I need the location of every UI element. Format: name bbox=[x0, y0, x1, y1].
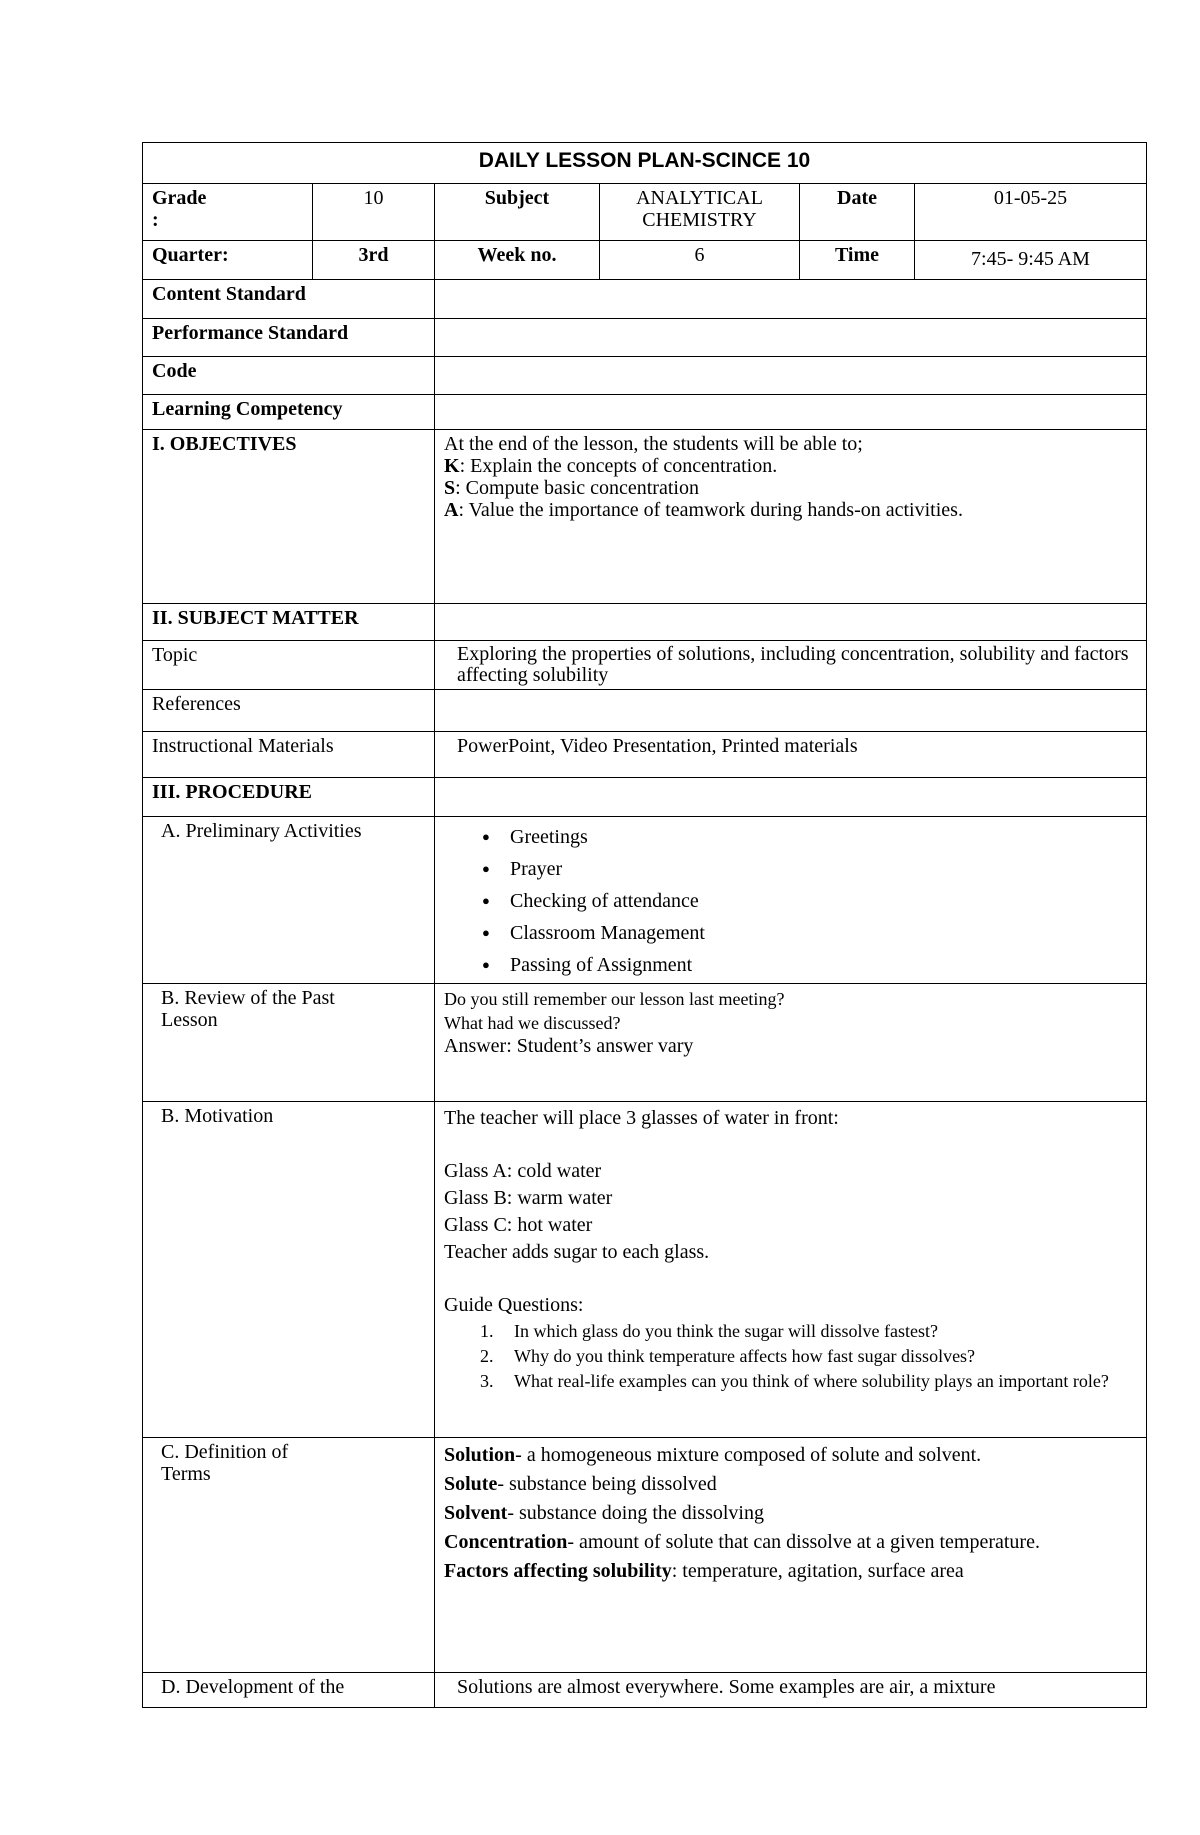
preliminary-item: ● Classroom Management bbox=[444, 917, 1137, 949]
objectives-content bbox=[435, 430, 1147, 604]
subject-matter-value bbox=[435, 604, 1147, 641]
review-question-2: What had we discussed? bbox=[444, 1013, 621, 1033]
date-value: 01-05-25 bbox=[915, 184, 1147, 241]
references-value bbox=[435, 690, 1147, 732]
week-value: 6 bbox=[600, 241, 800, 280]
review-content bbox=[435, 984, 1147, 1102]
procedure-value bbox=[435, 778, 1147, 817]
guide-questions-list bbox=[444, 1319, 1137, 1394]
lesson-plan-table bbox=[142, 142, 1147, 1708]
definition-term: Solvent bbox=[444, 1502, 508, 1524]
definition-term: Concentration bbox=[444, 1531, 568, 1553]
development-content: Solutions are almost everywhere. Some examples are air, a mixture bbox=[435, 1673, 1147, 1708]
definition-term: Solute bbox=[444, 1473, 498, 1495]
glass-a: Glass A: cold water bbox=[444, 1160, 602, 1182]
guide-question bbox=[444, 1369, 1137, 1394]
document-title: DAILY LESSON PLAN-SCINCE 10 bbox=[143, 143, 1147, 184]
code-label: Code bbox=[143, 357, 435, 395]
definition-text: : temperature, agitation, surface area bbox=[671, 1560, 964, 1582]
time-value: 7:45- 9:45 AM bbox=[915, 241, 1147, 280]
preliminary-item: ● Passing of Assignment bbox=[444, 949, 1137, 981]
review-answer: Answer: Student’s answer vary bbox=[444, 1035, 694, 1057]
topic-value: Exploring the properties of solutions, including concentration, solubility and factors affecting solubility bbox=[435, 641, 1147, 690]
guide-question-text: Why do you think temperature affects how fast sugar dissolves? bbox=[514, 1346, 976, 1366]
motivation-content bbox=[435, 1102, 1147, 1438]
definition-label: C. Definition of Terms bbox=[143, 1438, 435, 1673]
guide-question bbox=[444, 1319, 1137, 1344]
motivation-label: B. Motivation bbox=[143, 1102, 435, 1438]
objectives-label: I. OBJECTIVES bbox=[143, 430, 435, 604]
glass-c: Glass C: hot water bbox=[444, 1214, 593, 1236]
performance-standard-value bbox=[435, 319, 1147, 357]
guide-question-number: 2. bbox=[480, 1346, 494, 1366]
subject-matter-label: II. SUBJECT MATTER bbox=[143, 604, 435, 641]
development-label: D. Development of the bbox=[143, 1673, 435, 1708]
objective-attitude: A: Value the importance of teamwork during hands-on activities. bbox=[444, 499, 963, 521]
subject-label: Subject bbox=[435, 184, 600, 241]
procedure-label: III. PROCEDURE bbox=[143, 778, 435, 817]
subject-value: ANALYTICAL CHEMISTRY bbox=[600, 184, 800, 241]
definition-item bbox=[444, 1441, 1137, 1470]
definition-item bbox=[444, 1470, 1137, 1499]
content-standard-label: Content Standard bbox=[143, 280, 435, 319]
quarter-value: 3rd bbox=[313, 241, 435, 280]
definition-text: - amount of solute that can dissolve at a given temperature. bbox=[567, 1531, 1040, 1553]
grade-label: Grade : bbox=[143, 184, 313, 241]
definition-item bbox=[444, 1528, 1137, 1557]
topic-label: Topic bbox=[143, 641, 435, 690]
date-label: Date bbox=[800, 184, 915, 241]
definition-text: - a homogeneous mixture composed of solute and solvent. bbox=[515, 1444, 982, 1466]
objectives-intro: At the end of the lesson, the students will be able to; bbox=[444, 433, 863, 455]
learning-competency-label: Learning Competency bbox=[143, 395, 435, 430]
materials-value: PowerPoint, Video Presentation, Printed materials bbox=[435, 732, 1147, 778]
materials-label: Instructional Materials bbox=[143, 732, 435, 778]
definition-item bbox=[444, 1557, 1137, 1586]
definition-text: - substance being dissolved bbox=[497, 1473, 717, 1495]
preliminary-activities-list bbox=[444, 821, 1137, 981]
guide-question-number: 3. bbox=[480, 1371, 494, 1391]
objective-knowledge: K: Explain the concepts of concentration. bbox=[444, 455, 778, 477]
guide-questions-label: Guide Questions: bbox=[444, 1294, 584, 1316]
performance-standard-label: Performance Standard bbox=[143, 319, 435, 357]
teacher-adds-sugar: Teacher adds sugar to each glass. bbox=[444, 1241, 710, 1263]
grade-value: 10 bbox=[313, 184, 435, 241]
objective-skill: S: Compute basic concentration bbox=[444, 477, 699, 499]
definition-term: Solution bbox=[444, 1444, 516, 1466]
review-label: B. Review of the Past Lesson bbox=[143, 984, 435, 1102]
glass-b: Glass B: warm water bbox=[444, 1187, 613, 1209]
code-value bbox=[435, 357, 1147, 395]
review-question-1: Do you still remember our lesson last meeting? bbox=[444, 989, 785, 1009]
content-standard-value bbox=[435, 280, 1147, 319]
guide-question-text: What real-life examples can you think of where solubility plays an important role? bbox=[514, 1371, 1109, 1391]
definition-term: Factors affecting solubility bbox=[444, 1560, 672, 1582]
preliminary-item: ● Prayer bbox=[444, 853, 1137, 885]
preliminary-item: ● Checking of attendance bbox=[444, 885, 1137, 917]
definition-item bbox=[444, 1499, 1137, 1528]
week-label: Week no. bbox=[435, 241, 600, 280]
motivation-intro: The teacher will place 3 glasses of water in front: bbox=[444, 1107, 839, 1129]
definition-text: - substance doing the dissolving bbox=[507, 1502, 764, 1524]
preliminary-activities-label: A. Preliminary Activities bbox=[143, 817, 435, 984]
preliminary-item: ● Greetings bbox=[444, 821, 1137, 853]
lesson-plan-document bbox=[142, 142, 1146, 1708]
preliminary-activities-content bbox=[435, 817, 1147, 984]
guide-question-number: 1. bbox=[480, 1321, 494, 1341]
learning-competency-value bbox=[435, 395, 1147, 430]
definitions-content bbox=[435, 1438, 1147, 1673]
references-label: References bbox=[143, 690, 435, 732]
time-label: Time bbox=[800, 241, 915, 280]
quarter-label: Quarter: bbox=[143, 241, 313, 280]
guide-question bbox=[444, 1344, 1137, 1369]
guide-question-text: In which glass do you think the sugar will dissolve fastest? bbox=[514, 1321, 938, 1341]
